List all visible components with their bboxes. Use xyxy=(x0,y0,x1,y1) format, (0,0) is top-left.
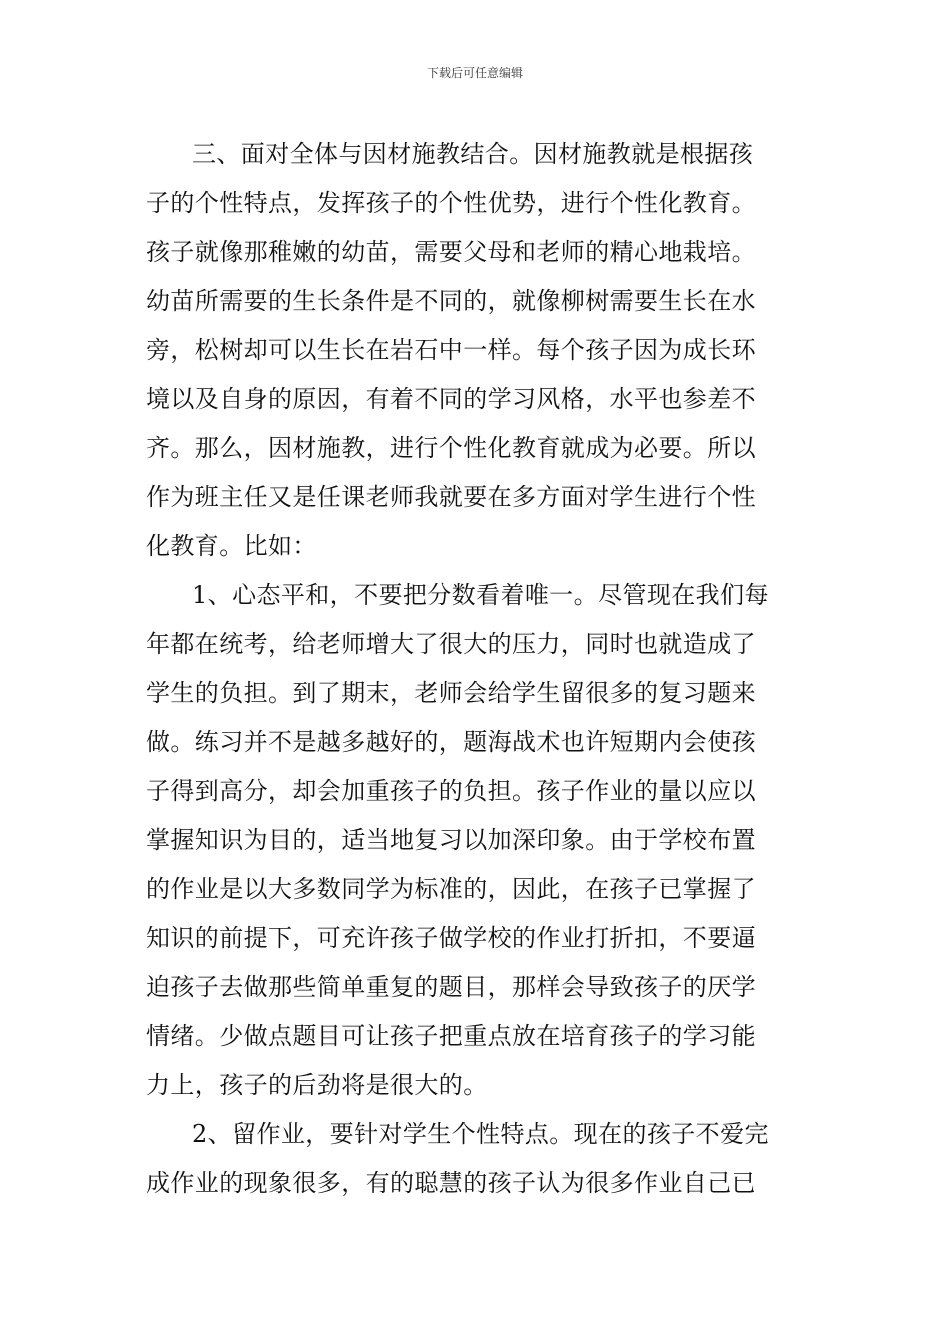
text-line: 子得到高分，却会加重孩子的负担。孩子作业的量以应以 xyxy=(146,777,756,805)
text-line: 学生的负担。到了期末，老师会给学生留很多的复习题来 xyxy=(146,679,756,707)
text-line: 境以及自身的原因，有着不同的学习风格，水平也参差不 xyxy=(146,385,756,413)
text-line: 三、面对全体与因材施教结合。因材施教就是根据孩 xyxy=(192,140,754,168)
page-header: 下载后可任意编辑 xyxy=(426,66,523,80)
paragraph-2 xyxy=(146,571,808,1110)
text-line: 2、留作业，要针对学生个性特点。现在的孩子不爱完 xyxy=(192,1120,769,1148)
text-line: 情绪。少做点题目可让孩子把重点放在培育孩子的学习能 xyxy=(146,1022,756,1050)
text-line: 成作业的现象很多，有的聪慧的孩子认为很多作业自己已 xyxy=(146,1169,756,1197)
text-line: 子的个性特点，发挥孩子的个性优势，进行个性化教育。 xyxy=(146,189,756,217)
text-line: 做。练习并不是越多越好的，题海战术也许短期内会使孩 xyxy=(146,728,756,756)
paragraph-1 xyxy=(146,130,808,571)
text-line: 力上，孩子的后劲将是很大的。 xyxy=(146,1071,488,1099)
text-line: 的作业是以大多数同学为标准的，因此，在孩子已掌握了 xyxy=(146,875,756,903)
text-line: 迫孩子去做那些简单重复的题目，那样会导致孩子的厌学 xyxy=(146,973,756,1001)
text-line: 齐。那么，因材施教，进行个性化教育就成为必要。所以 xyxy=(146,434,756,462)
text-line: 化教育。比如： xyxy=(146,532,317,560)
paragraph-3 xyxy=(146,1110,808,1208)
text-line: 旁，松树却可以生长在岩石中一样。每个孩子因为成长环 xyxy=(146,336,756,364)
text-line: 年都在统考，给老师增大了很大的压力，同时也就造成了 xyxy=(146,630,756,658)
text-line: 1、心态平和，不要把分数看着唯一。尽管现在我们每 xyxy=(192,581,769,609)
text-line: 幼苗所需要的生长条件是不同的，就像柳树需要生长在水 xyxy=(146,287,756,315)
text-line: 孩子就像那稚嫩的幼苗，需要父母和老师的精心地栽培。 xyxy=(146,238,756,266)
text-line: 掌握知识为目的，适当地复习以加深印象。由于学校布置 xyxy=(146,826,756,854)
text-line: 作为班主任又是任课老师我就要在多方面对学生进行个性 xyxy=(146,483,756,511)
text-line: 知识的前提下，可充许孩子做学校的作业打折扣，不要逼 xyxy=(146,924,756,952)
document-body xyxy=(146,130,808,1208)
